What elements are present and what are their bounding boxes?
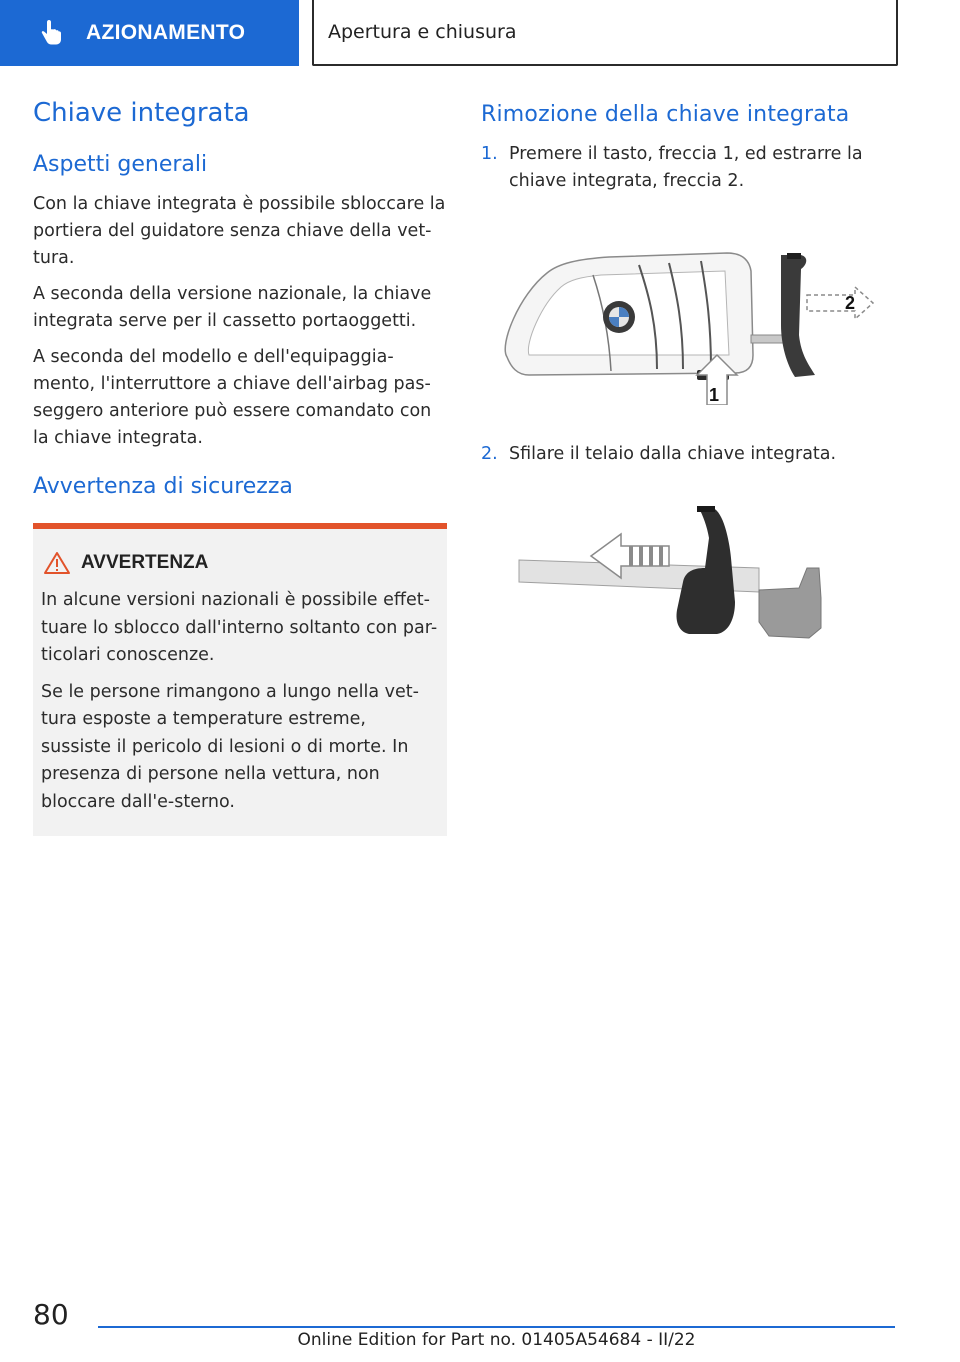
section-label: AZIONAMENTO bbox=[86, 21, 246, 44]
warning-box bbox=[33, 523, 447, 836]
general-paragraph-2: A seconda della versione nazionale, la chiave integrata serve per il cassetto portaoggetti. bbox=[33, 284, 432, 331]
warning-header bbox=[41, 551, 439, 575]
edition-footer: Online Edition for Part no. 01405A54684 - II/22 bbox=[297, 1330, 696, 1350]
callout-2: 2 bbox=[845, 293, 856, 313]
removal-heading: Rimozione della chiave integrata bbox=[481, 102, 850, 127]
warning-paragraph-1: In alcune versioni nazionali è possibile effet-tuare lo sblocco dall'interno soltanto con par-ticolari conoscenze. bbox=[41, 590, 438, 665]
step-text: Premere il tasto, freccia 1, ed estrarre la chiave integrata, freccia 2. bbox=[509, 144, 863, 191]
step-number: 2. bbox=[481, 444, 498, 464]
step-1 bbox=[481, 141, 881, 195]
general-paragraph-1: Con la chiave integrata è possibile sbloccare la portiera del guidatore senza chiave della vet-tura. bbox=[33, 194, 446, 268]
blade-frame-illustration bbox=[509, 498, 829, 658]
callout-1: 1 bbox=[709, 385, 720, 405]
warning-triangle-icon bbox=[43, 551, 71, 575]
step-number: 1. bbox=[481, 144, 498, 164]
general-paragraph-3: A seconda del modello e dell'equipaggia-mento, l'interruttore a chiave dell'airbag pas-seggero anteriore può essere comandato con la chiave integrata. bbox=[33, 347, 432, 448]
page-number: 80 bbox=[33, 1298, 69, 1331]
step-text: Sfilare il telaio dalla chiave integrata. bbox=[509, 444, 837, 464]
step-2 bbox=[481, 441, 881, 468]
footer-divider bbox=[98, 1326, 895, 1328]
section-tab[interactable] bbox=[0, 0, 299, 66]
chapter-label: Apertura e chiusura bbox=[328, 21, 517, 43]
chapter-header bbox=[312, 0, 898, 66]
warning-title: AVVERTENZA bbox=[81, 552, 209, 573]
key-removal-illustration bbox=[489, 225, 887, 405]
warning-paragraph-2: Se le persone rimangono a lungo nella vet-tura esposte a temperature estreme, sussiste il pericolo di lesioni o di morte. In presenza di persone nella vettura, non bloccare dall'e-sterno. bbox=[41, 681, 419, 812]
left-column bbox=[33, 96, 447, 836]
right-column bbox=[481, 96, 881, 662]
page-title: Chiave integrata bbox=[33, 98, 250, 128]
general-heading: Aspetti generali bbox=[33, 152, 208, 177]
hand-pointer-icon bbox=[36, 18, 66, 48]
safety-heading: Avvertenza di sicurezza bbox=[33, 474, 293, 499]
